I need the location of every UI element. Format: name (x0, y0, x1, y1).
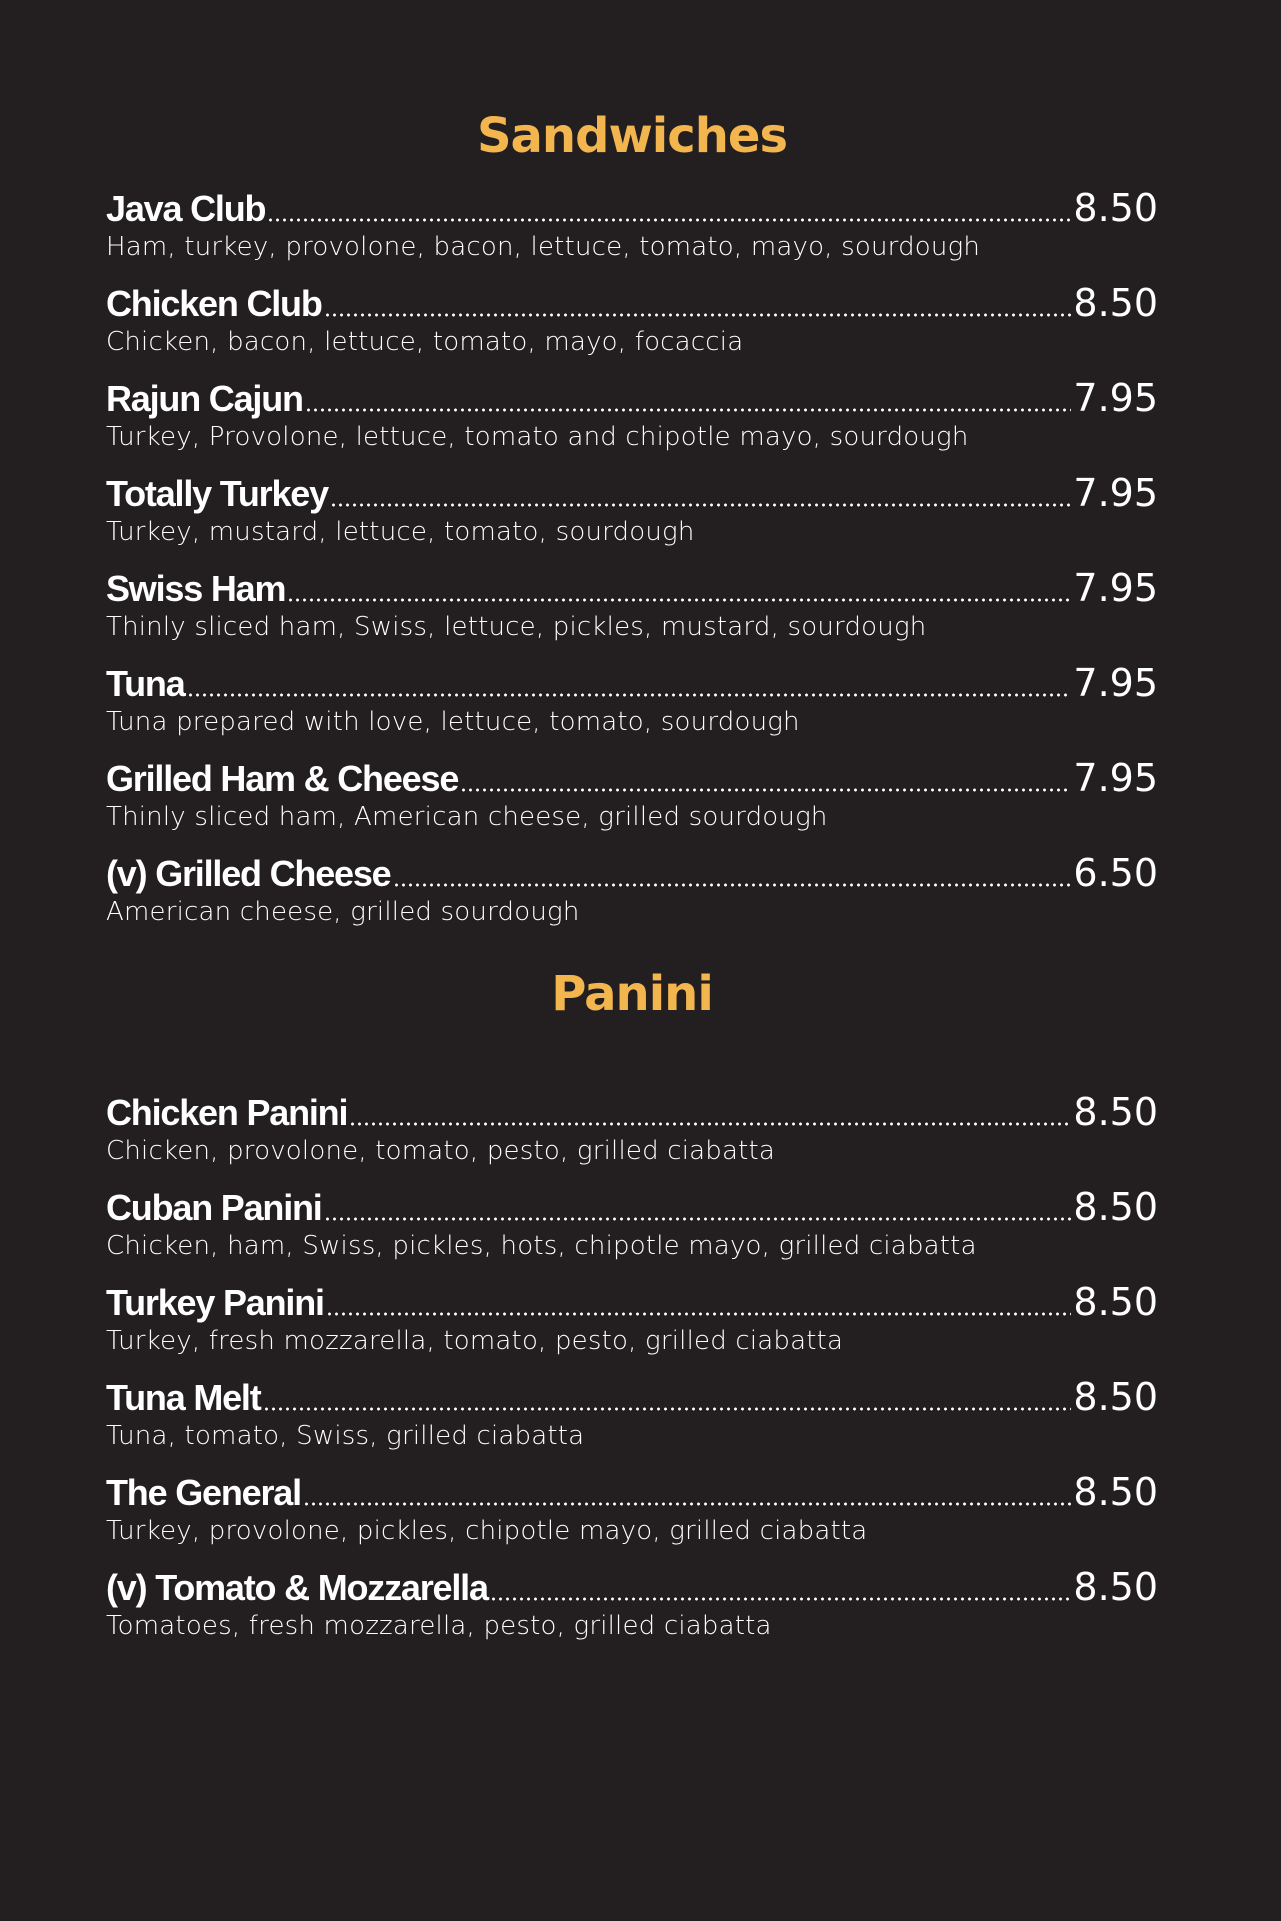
menu-item (106, 471, 1158, 566)
menu-item (106, 1185, 1158, 1280)
item-price: 7.95 (1073, 661, 1158, 705)
menu-item (106, 1090, 1158, 1185)
item-name: Totally Turkey (106, 473, 328, 514)
item-price: 6.50 (1073, 851, 1158, 895)
section-title-panini: Panini (551, 966, 713, 1022)
item-name: The General (106, 1472, 301, 1513)
dot-leader (287, 598, 1071, 602)
item-price: 7.95 (1073, 471, 1158, 515)
menu-item (106, 281, 1158, 376)
item-price: 8.50 (1073, 1280, 1158, 1324)
item-price: 8.50 (1073, 186, 1158, 230)
item-description: Thinly sliced ham, Swiss, lettuce, pickles, mustard, sourdough (106, 612, 927, 642)
item-price: 8.50 (1073, 1375, 1158, 1419)
item-name: Tuna (106, 663, 185, 704)
item-name: Chicken Club (106, 283, 322, 324)
dot-leader (393, 883, 1072, 887)
item-name: (v) Tomato & Mozzarella (106, 1567, 488, 1608)
item-description: Tuna prepared with love, lettuce, tomato, sourdough (106, 707, 800, 737)
item-price: 8.50 (1073, 1090, 1158, 1134)
item-description: Turkey, mustard, lettuce, tomato, sourdough (106, 517, 695, 547)
item-name: Cuban Panini (106, 1187, 322, 1228)
sandwiches-list (106, 186, 1158, 946)
item-description: Chicken, ham, Swiss, pickles, hots, chipotle mayo, grilled ciabatta (106, 1231, 977, 1261)
menu-item (106, 376, 1158, 471)
item-name: Grilled Ham & Cheese (106, 758, 459, 799)
item-name: (v) Grilled Cheese (106, 853, 391, 894)
dot-leader (187, 693, 1072, 697)
item-price: 8.50 (1073, 1185, 1158, 1229)
item-description: Chicken, bacon, lettuce, tomato, mayo, focaccia (106, 327, 744, 357)
item-description: Tuna, tomato, Swiss, grilled ciabatta (106, 1421, 585, 1451)
menu-item (106, 1470, 1158, 1565)
dot-leader (326, 1312, 1072, 1316)
section-title-sandwiches: Sandwiches (476, 108, 788, 164)
dot-leader (460, 788, 1071, 792)
dot-leader (349, 1122, 1071, 1126)
dot-leader (490, 1597, 1072, 1601)
dot-leader (330, 503, 1071, 507)
dot-leader (267, 218, 1071, 222)
dot-leader (324, 313, 1072, 317)
item-description: Ham, turkey, provolone, bacon, lettuce, tomato, mayo, sourdough (106, 232, 981, 262)
dot-leader (305, 408, 1072, 412)
dot-leader (324, 1217, 1072, 1221)
item-name: Java Club (106, 188, 266, 229)
menu-item (106, 661, 1158, 756)
item-description: Turkey, Provolone, lettuce, tomato and chipotle mayo, sourdough (106, 422, 969, 452)
item-name: Rajun Cajun (106, 378, 303, 419)
item-description: Thinly sliced ham, American cheese, grilled sourdough (106, 802, 828, 832)
item-price: 7.95 (1073, 566, 1158, 610)
menu-item (106, 1565, 1158, 1660)
menu-item (106, 1280, 1158, 1375)
item-name: Tuna Melt (106, 1377, 261, 1418)
item-price: 8.50 (1073, 1565, 1158, 1609)
menu-item (106, 851, 1158, 946)
dot-leader (303, 1502, 1072, 1506)
item-name: Turkey Panini (106, 1282, 324, 1323)
menu-item (106, 756, 1158, 851)
item-price: 8.50 (1073, 281, 1158, 325)
item-description: Tomatoes, fresh mozzarella, pesto, grilled ciabatta (106, 1611, 772, 1641)
item-description: Turkey, provolone, pickles, chipotle mayo, grilled ciabatta (106, 1516, 868, 1546)
panini-list (106, 1090, 1158, 1660)
item-description: Turkey, fresh mozzarella, tomato, pesto, grilled ciabatta (106, 1326, 844, 1356)
item-name: Chicken Panini (106, 1092, 348, 1133)
menu-item (106, 1375, 1158, 1470)
dot-leader (263, 1407, 1072, 1411)
menu-item (106, 186, 1158, 281)
item-price: 8.50 (1073, 1470, 1158, 1514)
item-name: Swiss Ham (106, 568, 286, 609)
item-price: 7.95 (1073, 376, 1158, 420)
item-description: Chicken, provolone, tomato, pesto, grilled ciabatta (106, 1136, 776, 1166)
item-description: American cheese, grilled sourdough (106, 897, 580, 927)
item-price: 7.95 (1073, 756, 1158, 800)
menu-item (106, 566, 1158, 661)
